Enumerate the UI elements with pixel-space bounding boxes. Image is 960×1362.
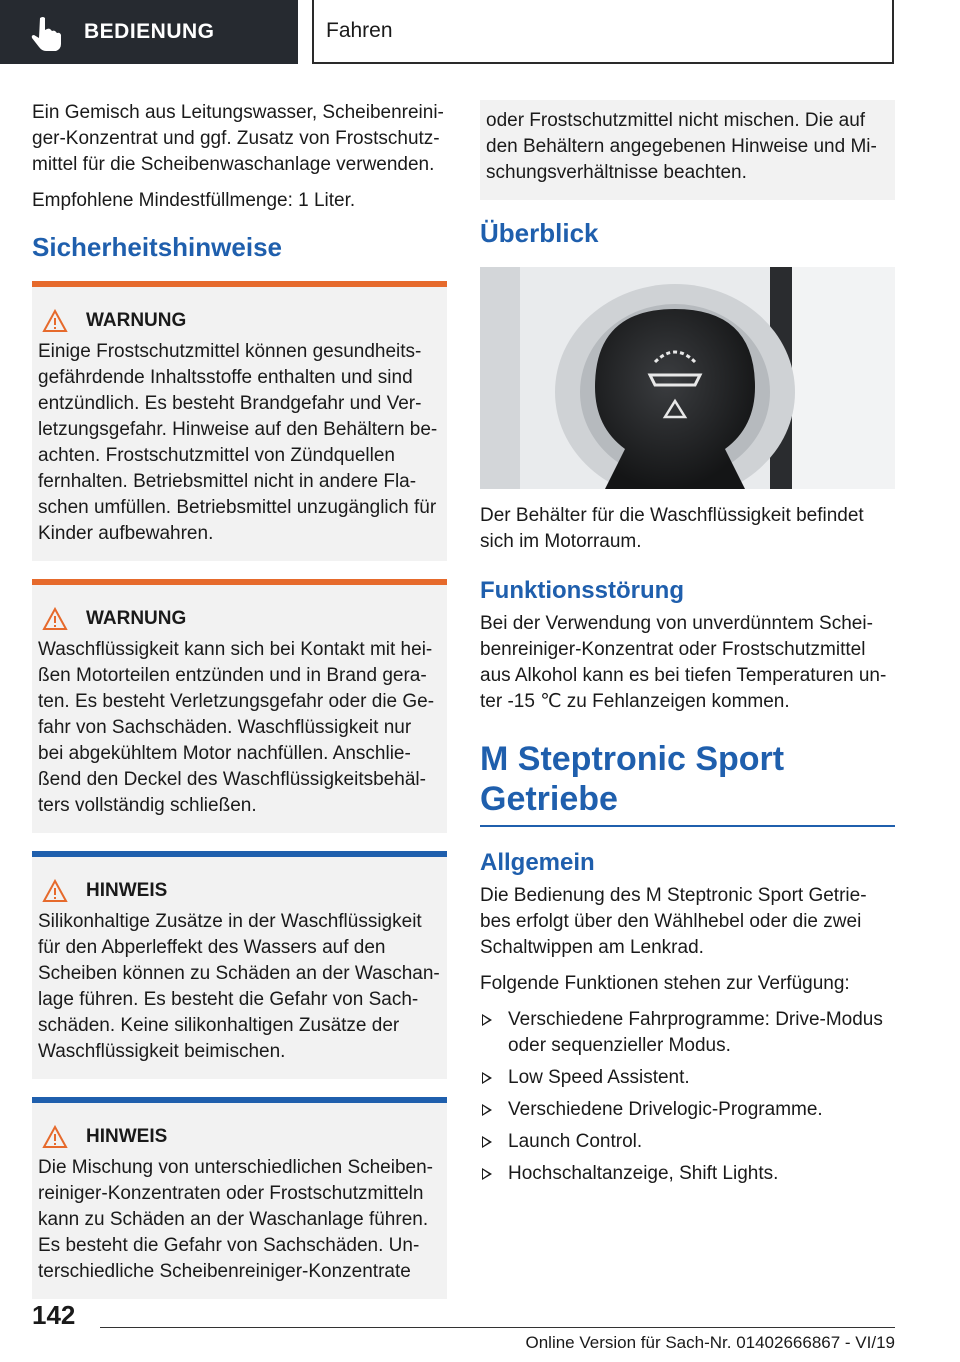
list-item: Verschiedene Drivelogic-Programme. [480,1097,895,1123]
warning-box [32,579,447,833]
box-text: oder Frostschutzmittel nicht mischen. Die auf den Behältern angegebenen Hinweise und Mi-schungsverhältnisse beachten. [486,110,877,183]
footer-divider [100,1327,895,1328]
features-intro: Folgende Funktionen stehen zur Verfügung: [480,973,850,994]
bullet-triangle-icon [482,1104,492,1116]
box-title: WARNUNG [86,608,187,629]
left-column [32,100,447,1317]
list-item: Launch Control. [480,1129,895,1155]
general-text: Die Bedienung des M Steptronic Sport Getrie-bes erfolgt über den Wählhebel oder die zwei Schaltwippen am Lenkrad. [480,885,867,958]
bullet-triangle-icon [482,1136,492,1148]
intro-text: Ein Gemisch aus Leitungswasser, Scheibenreini-ger-Konzentrat und ggf. Zusatz von Frostschutz-mittel für die Scheibenwaschanlage verwenden. [32,102,444,175]
section-label: BEDIENUNG [84,20,215,43]
note-box [32,851,447,1079]
features-list [480,1007,895,1187]
safety-heading: Sicherheitshinweise [32,232,282,262]
box-title: HINWEIS [86,880,168,901]
online-version-link[interactable]: Online Version für Sach-Nr. 01402666867 - VI/19 [525,1333,895,1352]
min-fill-text: Empfohlene Mindestfüllmenge: 1 Liter. [32,190,356,211]
chapter-tab [312,0,894,64]
note-box-continued [480,100,895,200]
warning-triangle-icon [42,607,68,631]
warning-triangle-icon [42,1125,68,1149]
list-item: Verschiedene Fahrprogramme: Drive-Modus oder sequenzieller Modus. [480,1007,895,1059]
box-title: HINWEIS [86,1126,168,1147]
overview-text: Der Behälter für die Waschflüssigkeit befindet sich im Motorraum. [480,505,864,552]
general-heading: Allgemein [480,849,595,876]
malfunction-heading: Funktionsstörung [480,577,684,604]
hand-pointer-icon [26,12,66,52]
box-title: WARNUNG [86,310,187,331]
warning-triangle-icon [42,879,68,903]
m-steptronic-heading: M Steptronic Sport Getriebe [480,739,895,827]
list-item: Hochschaltanzeige, Shift Lights. [480,1161,895,1187]
page-number: 142 [32,1300,76,1330]
box-text: Die Mischung von unterschiedlichen Scheiben-reiniger-Konzentraten oder Frostschutzmitteln kann zu Schäden an der Waschanlage führen. Es besteht die Gefahr von Sachschäden. Un-terschiedliche Scheibenreiniger-Konzentrate [38,1157,434,1282]
box-text: Waschflüssigkeit kann sich bei Kontakt mit hei-ßen Motorteilen entzünden und in Brand gera-ten. Es besteht Verletzungsgefahr oder die Ge-fahr von Sachschäden. Waschflüssigkeit nur bei abgekühltem Motor nachfüllen. Anschlie-ßend den Deckel des Waschflüssigkeitsbehäl-ters vollständig schließen. [38,639,435,816]
bullet-triangle-icon [482,1072,492,1084]
right-column [480,100,895,1193]
warning-box [32,281,447,561]
note-box [32,1097,447,1299]
warning-triangle-icon [42,309,68,333]
washer-reservoir-photo [480,267,895,489]
section-tab [0,0,298,64]
chapter-label: Fahren [326,19,393,42]
bullet-triangle-icon [482,1168,492,1180]
overview-heading: Überblick [480,218,599,248]
box-text: Einige Frostschutzmittel können gesundheits-gefährdende Inhaltsstoffe enthalten und sind entzündlich. Es besteht Brandgefahr und Ver-letzungsgefahr. Hinweise auf den Behältern be-achten. Frostschutzmittel von Zündquellen fernhalten. Betriebsmittel nicht in andere Fla-schen umfüllen. Betriebsmittel unzugänglich für Kinder aufbewahren. [38,341,438,544]
malfunction-text: Bei der Verwendung von unverdünntem Schei-benreiniger-Konzentrat oder Frostschutzmittel aus Alkohol kann es bei tiefen Temperaturen un-ter -15 ℃ zu Fehlanzeigen kommen. [480,613,887,712]
bullet-triangle-icon [482,1014,492,1026]
box-text: Silikonhaltige Zusätze in der Waschflüssigkeit für den Abperleffekt des Wassers auf den Scheiben können zu Schäden an der Waschan-lage führen. Es besteht die Gefahr von Sach-schäden. Keine silikonhaltigen Zusätze der Waschflüssigkeit beimischen. [38,911,440,1062]
list-item: Low Speed Assistent. [480,1065,895,1091]
